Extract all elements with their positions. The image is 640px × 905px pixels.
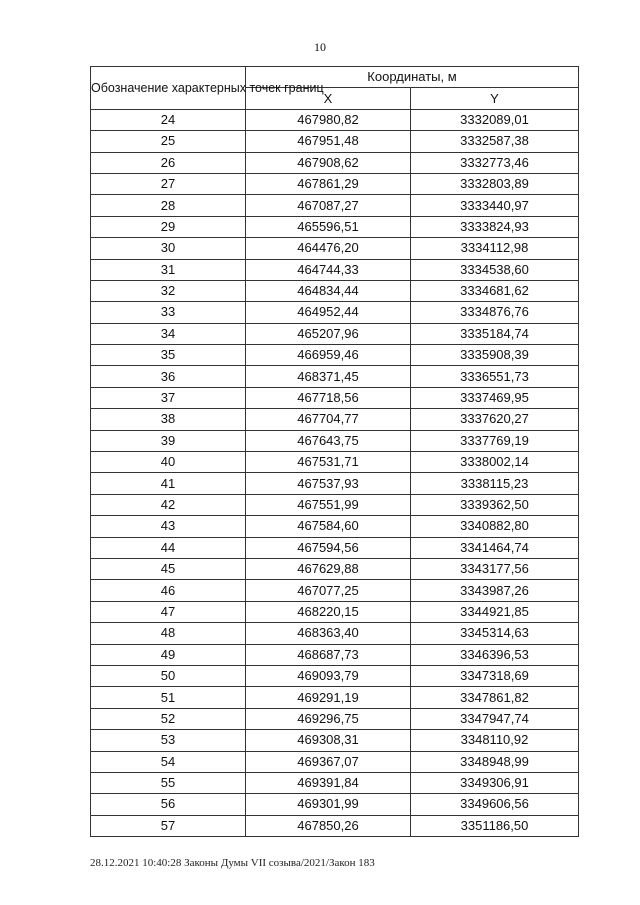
table-row: [91, 259, 579, 280]
y-coordinate-cell: 3332587,38: [411, 131, 579, 152]
point-id-cell: 30: [91, 238, 246, 259]
x-coordinate-cell: 466959,46: [246, 345, 411, 366]
table-row: [91, 815, 579, 836]
table-body: [91, 109, 579, 836]
point-id-cell: 37: [91, 387, 246, 408]
point-id-cell: 26: [91, 152, 246, 173]
y-coordinate-cell: 3334876,76: [411, 302, 579, 323]
table-row: [91, 772, 579, 793]
table-row: [91, 665, 579, 686]
point-id-cell: 41: [91, 473, 246, 494]
y-coordinate-cell: 3348110,92: [411, 730, 579, 751]
table-row: [91, 109, 579, 130]
x-coordinate-cell: 469301,99: [246, 794, 411, 815]
y-coordinate-cell: 3343987,26: [411, 580, 579, 601]
y-coordinate-cell: 3337769,19: [411, 430, 579, 451]
table-row: [91, 580, 579, 601]
point-id-cell: 44: [91, 537, 246, 558]
table-row: [91, 730, 579, 751]
point-id-cell: 54: [91, 751, 246, 772]
point-id-cell: 43: [91, 516, 246, 537]
y-coordinate-cell: 3334681,62: [411, 280, 579, 301]
point-id-cell: 40: [91, 452, 246, 473]
y-coordinate-cell: 3337620,27: [411, 409, 579, 430]
x-coordinate-cell: 467537,93: [246, 473, 411, 494]
y-coordinate-cell: 3332773,46: [411, 152, 579, 173]
y-coordinate-cell: 3347318,69: [411, 665, 579, 686]
point-id-cell: 45: [91, 558, 246, 579]
y-coordinate-cell: 3349306,91: [411, 772, 579, 793]
table-row: [91, 516, 579, 537]
point-id-cell: 46: [91, 580, 246, 601]
point-id-cell: 50: [91, 665, 246, 686]
x-coordinate-cell: 467643,75: [246, 430, 411, 451]
point-id-cell: 34: [91, 323, 246, 344]
x-coordinate-cell: 467629,88: [246, 558, 411, 579]
x-coordinate-cell: 468371,45: [246, 366, 411, 387]
y-coordinate-cell: 3332089,01: [411, 109, 579, 130]
y-coordinate-cell: 3348948,99: [411, 751, 579, 772]
x-coordinate-cell: 469391,84: [246, 772, 411, 793]
table-row: [91, 216, 579, 237]
point-id-cell: 53: [91, 730, 246, 751]
table-row: [91, 558, 579, 579]
x-coordinate-cell: 467584,60: [246, 516, 411, 537]
point-id-cell: 56: [91, 794, 246, 815]
table-row: [91, 601, 579, 622]
table-row: [91, 238, 579, 259]
point-id-cell: 48: [91, 623, 246, 644]
table-row: [91, 280, 579, 301]
table-row: [91, 302, 579, 323]
x-coordinate-cell: 467980,82: [246, 109, 411, 130]
table-row: [91, 708, 579, 729]
table-row: [91, 751, 579, 772]
point-id-cell: 55: [91, 772, 246, 793]
y-coordinate-cell: 3334112,98: [411, 238, 579, 259]
y-coordinate-cell: 3334538,60: [411, 259, 579, 280]
x-coordinate-cell: 464952,44: [246, 302, 411, 323]
point-id-cell: 25: [91, 131, 246, 152]
y-coordinate-cell: 3345314,63: [411, 623, 579, 644]
header-coordinates: Координаты, м: [246, 67, 579, 88]
point-id-cell: 27: [91, 173, 246, 194]
x-coordinate-cell: 469308,31: [246, 730, 411, 751]
y-coordinate-cell: 3338002,14: [411, 452, 579, 473]
point-id-cell: 57: [91, 815, 246, 836]
coordinates-table: [90, 66, 579, 837]
x-coordinate-cell: 467531,71: [246, 452, 411, 473]
table-row: [91, 173, 579, 194]
table-row: [91, 387, 579, 408]
point-id-cell: 32: [91, 280, 246, 301]
table-row: [91, 687, 579, 708]
point-id-cell: 24: [91, 109, 246, 130]
table-row: [91, 195, 579, 216]
header-y: Y: [411, 88, 579, 109]
point-id-cell: 31: [91, 259, 246, 280]
x-coordinate-cell: 467594,56: [246, 537, 411, 558]
table-row: [91, 623, 579, 644]
table-row: [91, 452, 579, 473]
x-coordinate-cell: 469291,19: [246, 687, 411, 708]
table-row: [91, 494, 579, 515]
y-coordinate-cell: 3343177,56: [411, 558, 579, 579]
x-coordinate-cell: 467551,99: [246, 494, 411, 515]
y-coordinate-cell: 3336551,73: [411, 366, 579, 387]
x-coordinate-cell: 467718,56: [246, 387, 411, 408]
x-coordinate-cell: 469093,79: [246, 665, 411, 686]
x-coordinate-cell: 465207,96: [246, 323, 411, 344]
document-footer: 28.12.2021 10:40:28 Законы Думы VII созыва/2021/Закон 183: [90, 857, 375, 869]
x-coordinate-cell: 467087,27: [246, 195, 411, 216]
y-coordinate-cell: 3337469,95: [411, 387, 579, 408]
x-coordinate-cell: 468363,40: [246, 623, 411, 644]
x-coordinate-cell: 464834,44: [246, 280, 411, 301]
table-row: [91, 345, 579, 366]
x-coordinate-cell: 464744,33: [246, 259, 411, 280]
header-x: X: [246, 88, 411, 109]
x-coordinate-cell: 468220,15: [246, 601, 411, 622]
point-id-cell: 47: [91, 601, 246, 622]
header-points: Обозначение характерных точек границ: [91, 67, 246, 110]
page-number: 10: [314, 40, 326, 54]
point-id-cell: 49: [91, 644, 246, 665]
x-coordinate-cell: 465596,51: [246, 216, 411, 237]
y-coordinate-cell: 3351186,50: [411, 815, 579, 836]
y-coordinate-cell: 3338115,23: [411, 473, 579, 494]
y-coordinate-cell: 3349606,56: [411, 794, 579, 815]
y-coordinate-cell: 3346396,53: [411, 644, 579, 665]
point-id-cell: 29: [91, 216, 246, 237]
y-coordinate-cell: 3341464,74: [411, 537, 579, 558]
x-coordinate-cell: 467951,48: [246, 131, 411, 152]
point-id-cell: 39: [91, 430, 246, 451]
table-row: [91, 644, 579, 665]
table-row: [91, 794, 579, 815]
point-id-cell: 42: [91, 494, 246, 515]
table-row: [91, 473, 579, 494]
point-id-cell: 28: [91, 195, 246, 216]
point-id-cell: 38: [91, 409, 246, 430]
x-coordinate-cell: 467908,62: [246, 152, 411, 173]
y-coordinate-cell: 3332803,89: [411, 173, 579, 194]
y-coordinate-cell: 3340882,80: [411, 516, 579, 537]
x-coordinate-cell: 467704,77: [246, 409, 411, 430]
y-coordinate-cell: 3347861,82: [411, 687, 579, 708]
x-coordinate-cell: 468687,73: [246, 644, 411, 665]
table-row: [91, 366, 579, 387]
y-coordinate-cell: 3335908,39: [411, 345, 579, 366]
table-row: [91, 152, 579, 173]
y-coordinate-cell: 3333440,97: [411, 195, 579, 216]
point-id-cell: 36: [91, 366, 246, 387]
table-row: [91, 131, 579, 152]
y-coordinate-cell: 3333824,93: [411, 216, 579, 237]
table-row: [91, 409, 579, 430]
point-id-cell: 52: [91, 708, 246, 729]
y-coordinate-cell: 3344921,85: [411, 601, 579, 622]
point-id-cell: 35: [91, 345, 246, 366]
x-coordinate-cell: 469296,75: [246, 708, 411, 729]
table-row: [91, 323, 579, 344]
y-coordinate-cell: 3335184,74: [411, 323, 579, 344]
table-row: [91, 430, 579, 451]
x-coordinate-cell: 469367,07: [246, 751, 411, 772]
y-coordinate-cell: 3339362,50: [411, 494, 579, 515]
y-coordinate-cell: 3347947,74: [411, 708, 579, 729]
table-row: [91, 537, 579, 558]
point-id-cell: 51: [91, 687, 246, 708]
x-coordinate-cell: 467861,29: [246, 173, 411, 194]
x-coordinate-cell: 467077,25: [246, 580, 411, 601]
x-coordinate-cell: 467850,26: [246, 815, 411, 836]
point-id-cell: 33: [91, 302, 246, 323]
x-coordinate-cell: 464476,20: [246, 238, 411, 259]
